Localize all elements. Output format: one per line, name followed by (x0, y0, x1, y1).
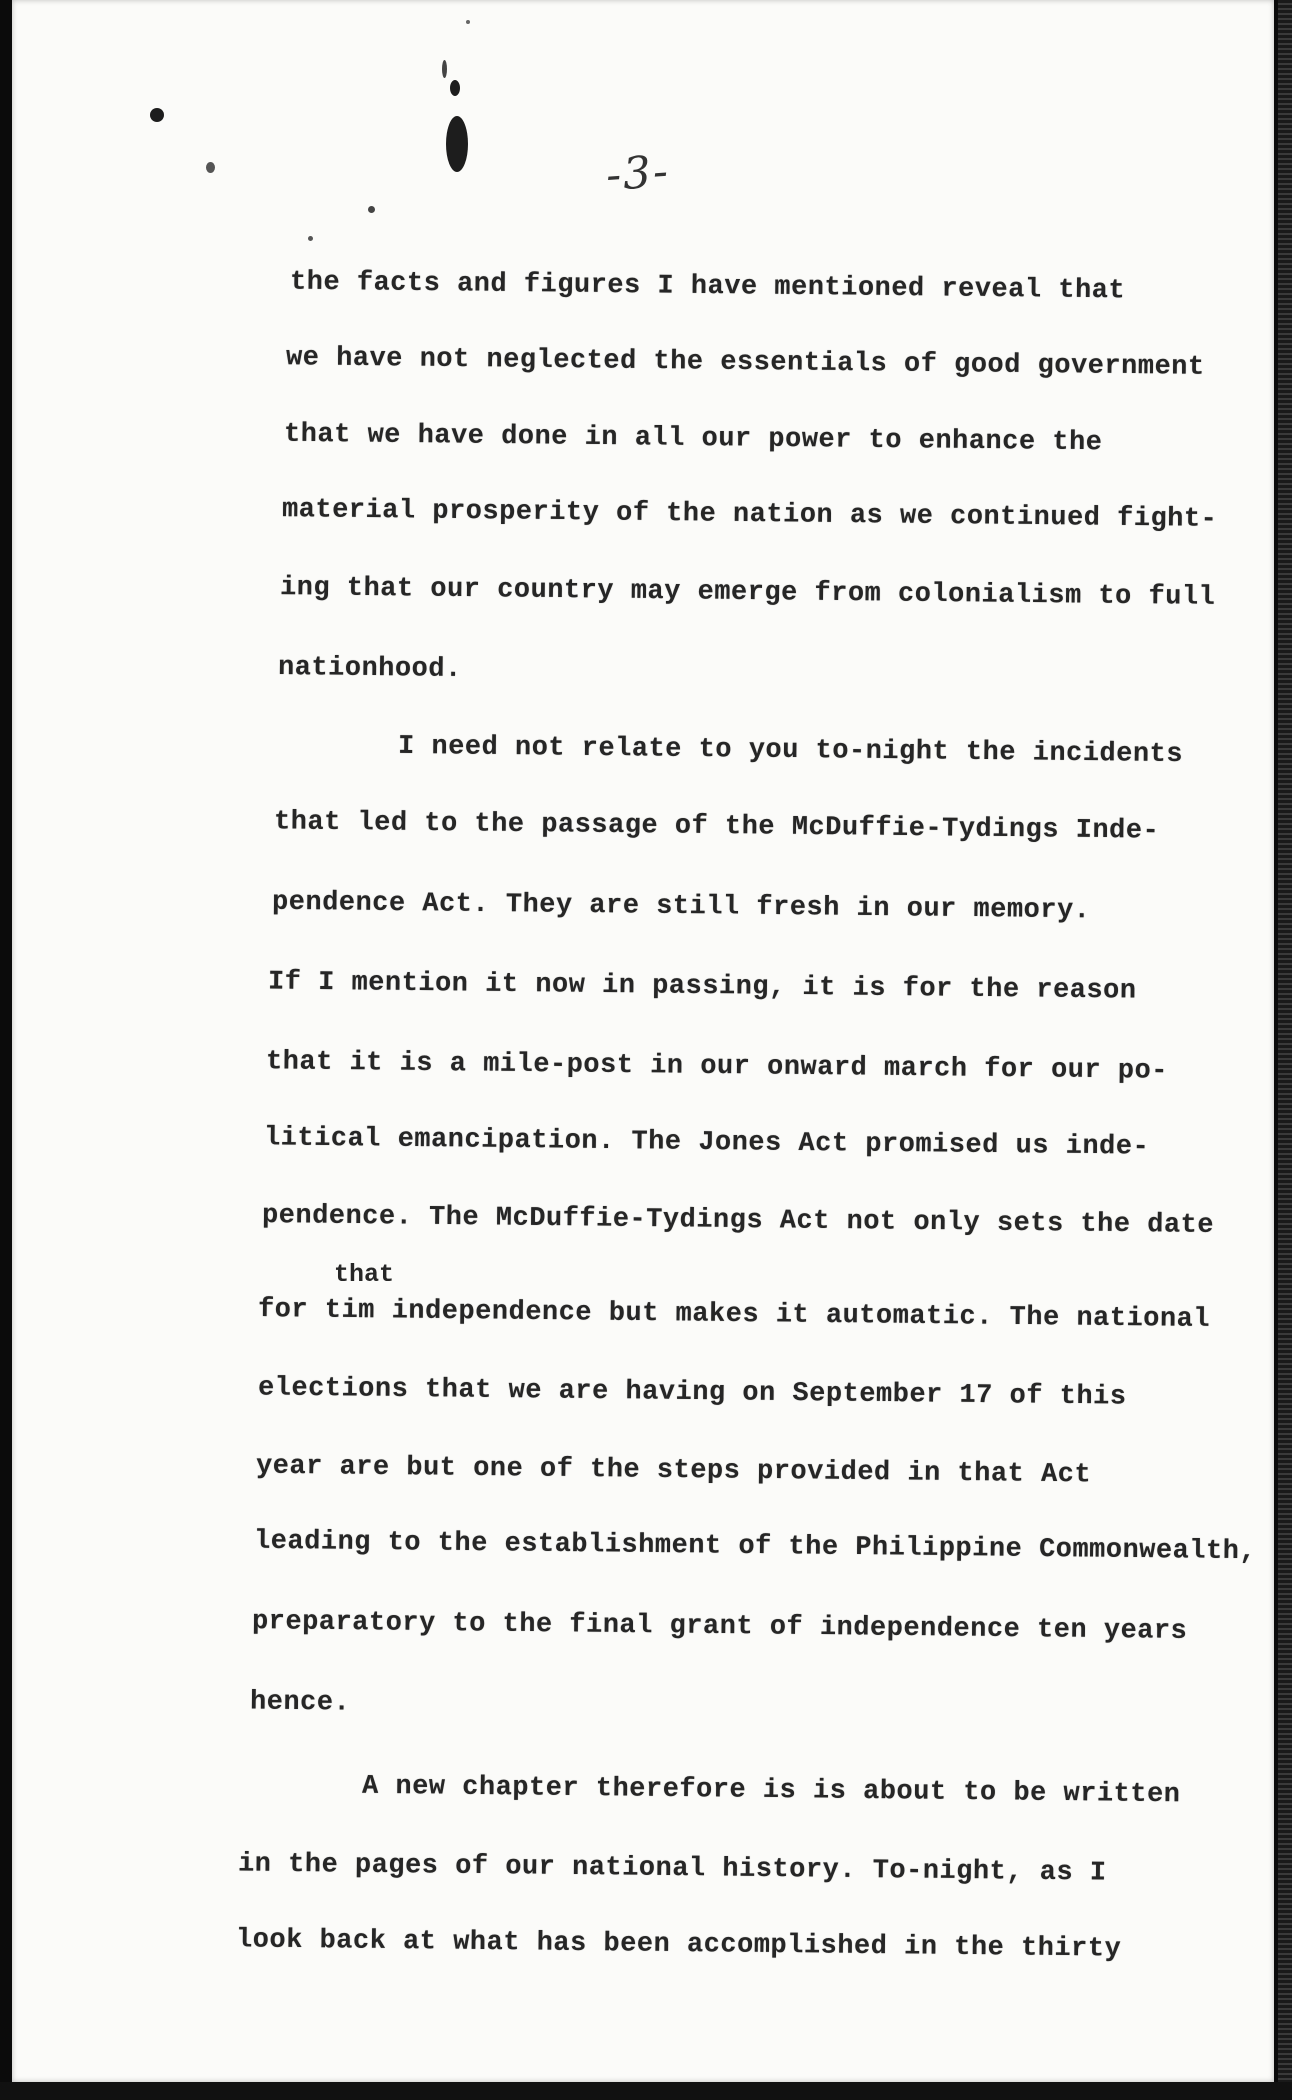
text-line: litical emancipation. The Jones Act promised us inde- (263, 1123, 1150, 1163)
ink-speck (206, 162, 215, 173)
ink-speck (466, 20, 470, 24)
text-line: pendence Act. They are still fresh in our memory. (271, 887, 1091, 927)
ink-speck (308, 236, 313, 241)
text-line: in the pages of our national history. To-night, as I (237, 1849, 1107, 1889)
ink-speck (450, 80, 460, 96)
text-line: that we have done in all our power to enhance the (283, 419, 1103, 459)
text-line: hence. (249, 1687, 351, 1719)
text-line: nationhood. (277, 653, 462, 685)
text-line: elections that we are having on September 17 of this (257, 1373, 1127, 1413)
text-line: for tim independence but makes it automatic. The national (257, 1295, 1211, 1335)
typewritten-page (12, 0, 1274, 2082)
text-line: I need not relate to you to-night the incidents (397, 731, 1184, 771)
text-line: A new chapter therefore is is about to be written (361, 1771, 1181, 1811)
text-line: pendence. The McDuffie-Tydings Act not only sets the date (261, 1201, 1215, 1241)
interlinear-insert: that (334, 1260, 395, 1289)
text-line: that it is a mile-post in our onward march for our po- (265, 1047, 1169, 1087)
page-number: -3- (604, 145, 672, 202)
text-line: that led to the passage of the McDuffie-Tydings Inde- (273, 807, 1160, 847)
text-line: year are but one of the steps provided in that Act (255, 1451, 1092, 1491)
text-line: leading to the establishment of the Philippine Commonwealth, (253, 1526, 1257, 1568)
text-line: we have not neglected the essentials of good government (285, 343, 1205, 383)
scan-border-right (1278, 0, 1292, 2100)
text-line: If I mention it now in passing, it is for the reason (267, 967, 1137, 1007)
ink-speck (150, 108, 164, 122)
ink-speck (442, 60, 447, 78)
ink-speck (368, 206, 375, 213)
text-line: material prosperity of the nation as we continued fight- (281, 495, 1218, 535)
text-line: the facts and figures I have mentioned reveal that (289, 267, 1126, 307)
text-line: ing that our country may emerge from colonialism to full (279, 573, 1216, 613)
ink-speck (446, 116, 468, 172)
text-line: look back at what has been accomplished in the thirty (235, 1925, 1122, 1965)
scan-border-bottom (0, 2082, 1292, 2100)
text-line: preparatory to the final grant of independence ten years (251, 1607, 1188, 1647)
